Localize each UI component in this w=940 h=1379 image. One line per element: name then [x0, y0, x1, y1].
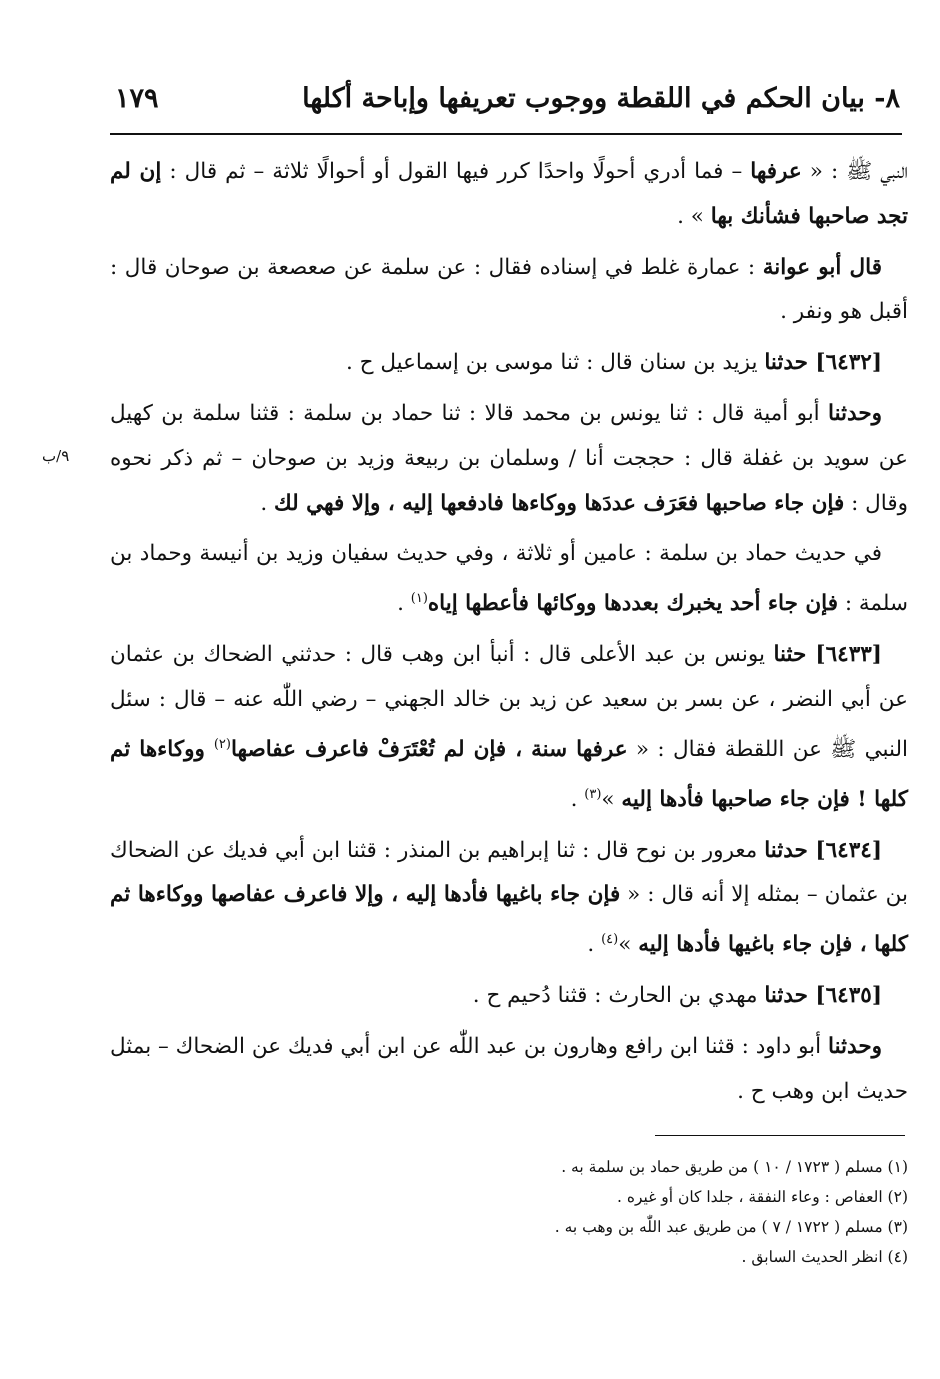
- text-segment: مهدي بن الحارث : قثنا دُحيم ح .: [472, 983, 765, 1009]
- text-segment: يزيد بن سنان قال : ثنا موسى بن إسماعيل ح .: [345, 350, 765, 376]
- paragraph-p7: [110, 829, 908, 969]
- text-segment: وحدثنا: [828, 1033, 882, 1059]
- text-segment: »: [618, 932, 639, 958]
- text-segment: » .: [677, 203, 711, 229]
- text-segment: وحدثنا: [828, 400, 882, 426]
- footnotes: [110, 1152, 908, 1272]
- paragraph-p6: [110, 633, 908, 823]
- paragraph-p2: [110, 246, 908, 336]
- chapter-title: ٨- بيان الحكم في اللقطة ووجوب تعريفها وإباحة أكلها: [302, 83, 900, 114]
- text-segment: معرور بن نوح قال : ثنا إبراهيم بن المنذر : قثنا ابن أبي فديك عن الضحاك بن عثمان – بمثله إلا أنه قال : «: [110, 837, 909, 908]
- header-divider: [110, 133, 902, 135]
- footnote-2: (٢) العفاص : وعاء النفقة ، جلدا كان أو غيره .: [617, 1188, 908, 1206]
- text-segment: .: [570, 786, 585, 812]
- text-segment: عرفها سنة ، فإن لم تُعْتَرَفْ فاعرف عفاصها: [230, 736, 628, 762]
- paragraph-p9: [110, 1025, 908, 1115]
- text-segment: [٦٤٣٤] حدثنا: [764, 837, 882, 863]
- paragraph-p4: [110, 392, 908, 526]
- text-segment: النبي ﷺ : «: [801, 159, 909, 184]
- footnote-divider: [655, 1135, 905, 1136]
- text-segment: [٦٤٣٣] حثنا: [773, 642, 882, 668]
- text-segment: ووكاءها ثم كلها ! فإن جاء صاحبها فأدها إليه: [110, 736, 908, 812]
- paragraph-p8: [110, 974, 908, 1019]
- footnote-ref: (١): [410, 591, 428, 607]
- text-segment: في حديث حماد بن سلمة : عامين أو ثلاثة ، وفي حديث سفيان وزيد بن أنيسة وحماد بن سلمة :: [110, 541, 908, 617]
- text-segment: [٦٤٣٢] حدثنا: [764, 350, 882, 376]
- footnote-ref: (٤): [601, 932, 619, 948]
- text-segment: »: [601, 786, 622, 812]
- text-segment: قال أبو عوانة: [762, 254, 882, 280]
- text-segment: فإن جاء باغيها فأدها إليه ، وإلا فاعرف عفاصها ووكاءها ثم كلها ، فإن جاء باغيها فأدها إليه: [110, 882, 908, 958]
- text-segment: أبو داود : قثنا ابن رافع وهارون بن عبد اللّٰه عن ابن أبي فديك عن الضحاك – بمثل حديث ابن وهب ح .: [110, 1033, 908, 1104]
- paragraph-p5: [110, 532, 908, 627]
- paragraph-p3: [110, 341, 908, 386]
- footnote-1: (١) مسلم ( ١٧٢٣ / ١٠ ) من طريق حماد بن سلمة به .: [561, 1158, 908, 1176]
- text-segment: فإن جاء أحد يخبرك بعددها ووكائها فأعطها إياه: [427, 591, 838, 617]
- page-number: ١٧٩: [115, 83, 159, 114]
- text-segment: .: [587, 932, 602, 958]
- footnote-4: (٤) انظر الحديث السابق .: [741, 1248, 908, 1266]
- text-segment: .: [397, 591, 411, 617]
- footnote-3: (٣) مسلم ( ١٧٢٢ / ٧ ) من طريق عبد اللّٰه بن وهب به .: [554, 1218, 908, 1236]
- paragraph-p1: [110, 150, 908, 240]
- text-segment: .: [260, 490, 274, 516]
- text-segment: [٦٤٣٥] حدثنا: [764, 983, 882, 1009]
- text-segment: – فما أدري أحولًا واحدًا كرر فيها القول أو أحوالًا ثلاثة – ثم قال :: [161, 159, 751, 184]
- text-segment: إن لم تجد صاحبها فشأنك بها: [110, 159, 908, 229]
- footnote-ref: (٢): [213, 736, 231, 752]
- footnote-ref: (٣): [584, 786, 602, 802]
- text-segment: يونس بن عبد الأعلى قال : أنبأ ابن وهب قال : حدثني الضحاك بن عثمان عن أبي النضر ، عن بسر بن سعيد عن زيد بن خالد الجهني – رضي اللّٰه عنه – قال : سئل النبي ﷺ عن اللقطة فقال : «: [110, 642, 908, 762]
- margin-folio-note: ٩/ب: [42, 447, 70, 465]
- text-segment: : عمارة غلط في إسناده فقال : عن سلمة عن صعصعة بن صوحان قال : أقبل هو ونفر .: [110, 254, 908, 325]
- main-text: [110, 150, 908, 1121]
- text-segment: فإن جاء صاحبها فعَرَف عددَها ووكاءها فادفعها إليه ، وإلا فهي لك: [273, 490, 845, 516]
- text-segment: أبو أمية قال : ثنا يونس بن محمد قالا : ثنا حماد بن سلمة : قثنا سلمة بن كهيل عن سويد بن غفلة قال : حججت أنا / وسلمان بن ربيعة وزيد بن صوحان – ثم ذكر نحوه وقال :: [110, 400, 908, 516]
- text-segment: عرفها: [750, 159, 802, 184]
